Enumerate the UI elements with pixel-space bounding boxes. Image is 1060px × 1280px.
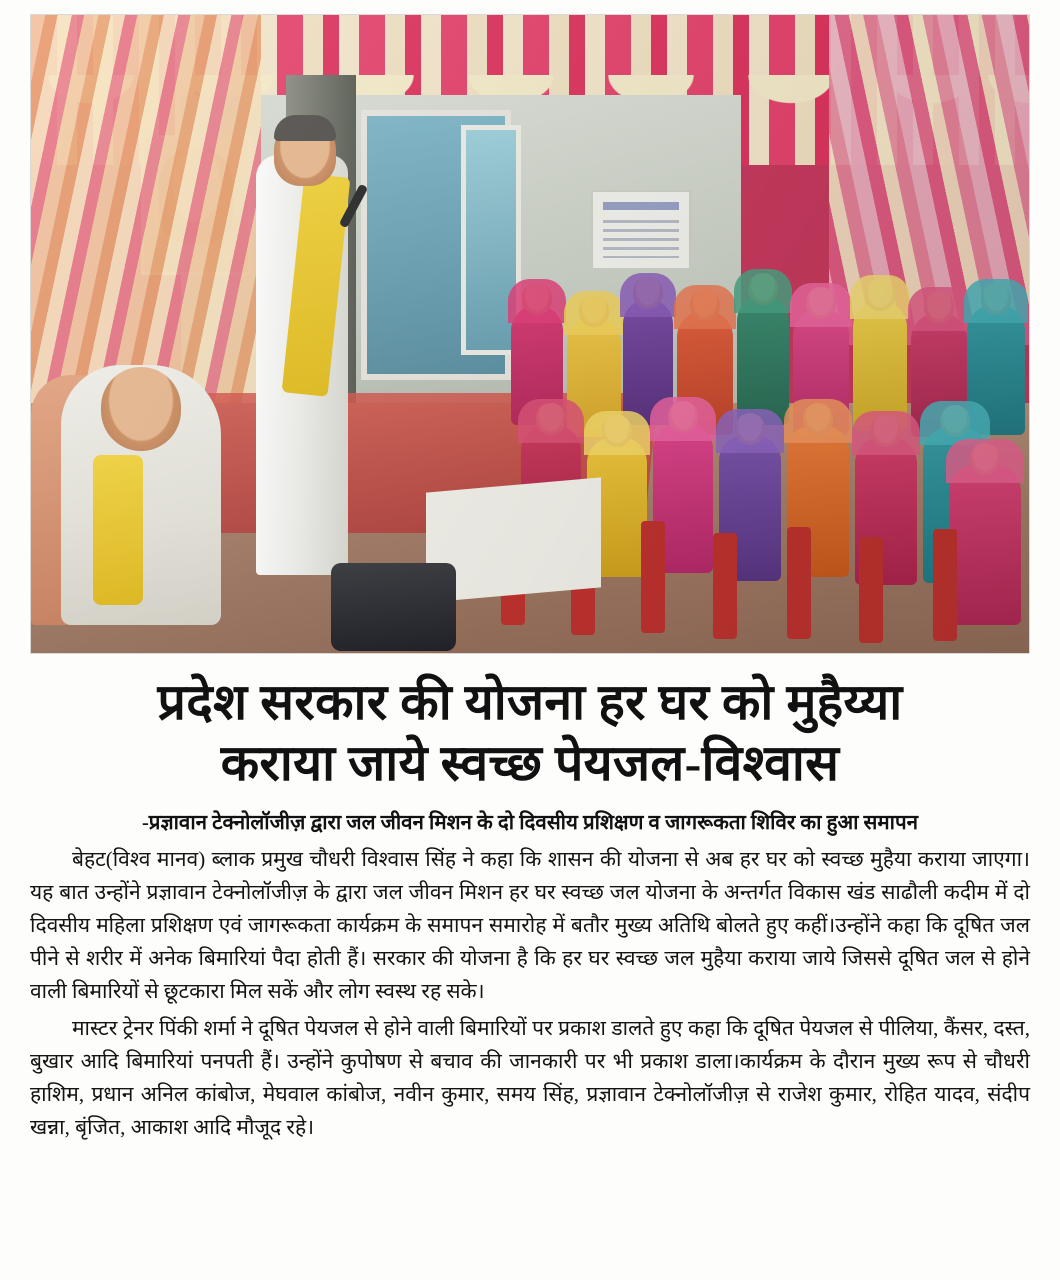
article-headline: [30, 672, 1030, 794]
article-photo: [30, 14, 1030, 654]
speaker-hair: [274, 115, 336, 141]
event-banner-board: [591, 190, 691, 270]
audience-person: [949, 465, 1021, 625]
seated-person-head: [101, 367, 181, 451]
plastic-chair: [641, 521, 665, 633]
plastic-chair: [933, 529, 957, 641]
black-bag: [331, 563, 456, 651]
article-subheadline: -प्रज्ञावान टेक्नोलॉजीज़ द्वारा जल जीवन मिशन के दो दिवसीय प्रशिक्षण व जागरूकता शिविर का हुआ समापन: [141, 812, 918, 834]
audience-person: [737, 295, 789, 425]
article-body: [30, 843, 1030, 1145]
headline-line-1: प्रदेश सरकार की योजना हर घर को मुहैय्या: [157, 674, 903, 730]
headline-line-2: कराया जाये स्वच्छ पेयजल-विश्वास: [220, 735, 840, 791]
plastic-chair: [787, 527, 811, 639]
article-paragraph-2: मास्टर ट्रेनर पिंकी शर्मा ने दूषित पेयजल से होने वाली बिमारियों पर प्रकाश डालते हुए कहा कि दूषित पेयजल से पीलिया, कैंसर, दस्त, बुखार आदि बिमारियां पनपती हैं। उन्होंने कुपोषण से बचाव की जानकारी पर भी प्रकाश डाला।कार्यक्रम के दौरान मुख्य रूप से चौधरी हाशिम, प्रधान अनिल कांबोज, मेघवाल कांबोज, नवीन कुमार, समय सिंह, प्रज्ञावान टेक्नोलॉजीज़ से राजेश कुमार, रोहित यादव, संदीप खन्ना, बृंजित, आकाश आदि मौजूद रहे।: [30, 1015, 1030, 1140]
plastic-chair: [713, 533, 737, 639]
plastic-chair: [859, 537, 883, 643]
article-paragraph-1: बेहट(विश्व मानव) ब्लाक प्रमुख चौधरी विश्वास सिंह ने कहा कि शासन की योजना से अब हर घर को स्वच्छ मुहैया कराया जाएगा। यह बात उन्होंने प्रज्ञावान टेक्नोलॉजीज़ के द्वारा जल जीवन मिशन हर घर स्वच्छ जल योजना के अन्तर्गत विकास खंड साढौली कदीम में दो दिवसीय महिला प्रशिक्षण एवं जागरूकता कार्यक्रम के समापन समारोह में बतौर मुख्य अतिथि बोलते हुए कहीं।उन्होंने कहा कि दूषित जल पीने से शरीर में अनेक बिमारियां पैदा होती हैं। सरकार की योजना है कि हर घर स्वच्छ जल मुहैया कराया जाये जिससे दूषित जल से होने वाली बिमारियों से छूटकारा मिल सकें और लोग स्वस्थ रह सके।: [30, 846, 1030, 1004]
seated-person-yellow-scarf: [93, 455, 143, 605]
